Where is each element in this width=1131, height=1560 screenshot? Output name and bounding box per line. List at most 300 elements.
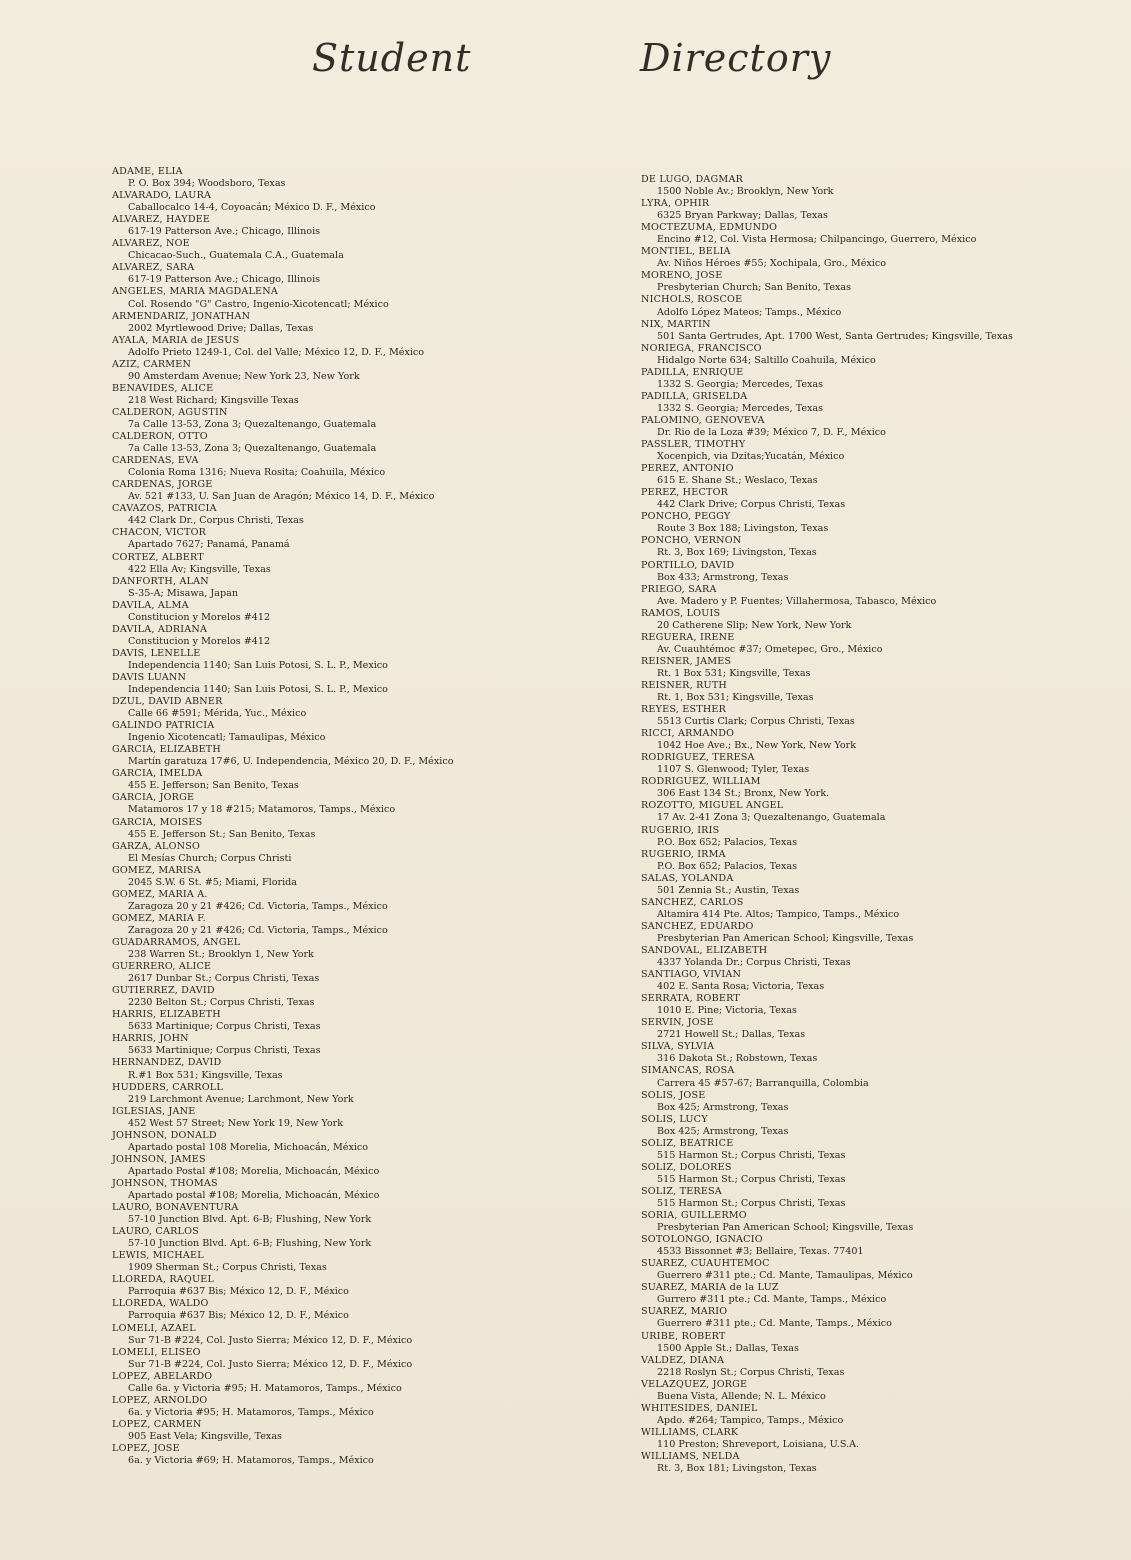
student-name: NIX, MARTIN (641, 318, 711, 330)
directory-entry (641, 1210, 1013, 1234)
directory-entry (112, 262, 453, 286)
student-name: NICHOLS, ROSCOE (641, 294, 743, 306)
student-address: 515 Harmon St.; Corpus Christi, Texas (657, 1149, 846, 1161)
directory-entry (112, 576, 453, 600)
student-name: DAVIS LUANN (112, 671, 187, 683)
directory-entry (641, 560, 1013, 584)
student-name: GARCIA, MOISES (112, 816, 203, 828)
directory-entry (641, 608, 1013, 632)
student-address: Rt. 1, Box 531; Kingsville, Texas (657, 692, 814, 704)
student-name: REISNER, JAMES (641, 655, 732, 667)
student-name: LOMELI, ELISEO (112, 1346, 201, 1358)
student-address: Apdo. #264; Tampico, Tamps., México (657, 1414, 844, 1426)
directory-entry (112, 696, 453, 720)
student-address: 615 E. Shane St.; Weslaco, Texas (657, 475, 818, 487)
student-name: REGUERA, IRENE (641, 631, 735, 643)
student-address: Carrera 45 #57-67; Barranquilla, Colombia (657, 1077, 869, 1089)
directory-entry (641, 1186, 1013, 1210)
student-address: Av. Niños Héroes #55; Xochipala, Gro., México (657, 258, 887, 270)
directory-entry (641, 584, 1013, 608)
directory-entry (641, 294, 1013, 318)
directory-entry (112, 190, 453, 214)
student-address: 402 E. Santa Rosa; Victoria, Texas (657, 981, 825, 993)
student-address: Calle 66 #591; Mérida, Yuc., México (128, 708, 307, 720)
directory-entry (112, 359, 453, 383)
student-name: JOHNSON, THOMAS (112, 1177, 218, 1189)
student-address: 442 Clark Drive; Corpus Christi, Texas (657, 499, 846, 511)
student-address: 6325 Bryan Parkway; Dallas, Texas (657, 210, 828, 222)
student-name: PONCHO, VERNON (641, 535, 742, 547)
student-address: Ingenio Xicotencatl; Tamaulipas, México (128, 732, 326, 744)
student-address: Martín garatuza 17#6, U. Independencia, México 20, D. F., México (128, 756, 454, 768)
student-address: Apartado Postal #108; Morelia, Michoacán, México (128, 1165, 380, 1177)
student-name: LOPEZ, ARNOLDO (112, 1394, 208, 1406)
student-name: GOMEZ, MARIA A. (112, 888, 208, 900)
student-address: 5633 Martinique; Corpus Christi, Texas (128, 1045, 321, 1057)
student-address: Box 425; Armstrong, Texas (657, 1101, 789, 1113)
student-name: LLOREDA, RAQUEL (112, 1274, 215, 1286)
student-address: Av. Cuauhtémoc #37; Ometepec, Gro., México (657, 643, 883, 655)
directory-entry (112, 1395, 453, 1419)
directory-entry (112, 1178, 453, 1202)
student-address: 1042 Hoe Ave.; Bx., New York, New York (657, 740, 857, 752)
directory-entry (641, 415, 1013, 439)
student-name: SUAREZ, MARIA de la LUZ (641, 1282, 779, 1294)
directory-entry (112, 431, 453, 455)
student-address: 2230 Belton St.; Corpus Christi, Texas (128, 997, 315, 1009)
student-name: PRIEGO, SARA (641, 583, 717, 595)
directory-entry (112, 1250, 453, 1274)
directory-entry (112, 383, 453, 407)
directory-entry (112, 865, 453, 889)
directory-entry (641, 1282, 1013, 1306)
directory-entry (112, 841, 453, 865)
student-name: DZUL, DAVID ABNER (112, 696, 223, 708)
student-address: 1107 S. Glenwood; Tyler, Texas (657, 764, 810, 776)
directory-entry (112, 1298, 453, 1322)
student-name: SANCHEZ, CARLOS (641, 896, 744, 908)
directory-entry (112, 817, 453, 841)
student-name: RUGERIO, IRMA (641, 848, 726, 860)
student-address: 306 East 134 St.; Bronx, New York. (657, 788, 830, 800)
student-name: SANCHEZ, EDUARDO (641, 920, 754, 932)
student-address: 2002 Myrtlewood Drive; Dallas, Texas (128, 322, 314, 334)
student-name: PEREZ, HECTOR (641, 487, 729, 499)
student-name: GUADARRAMOS, ANGEL (112, 937, 241, 948)
student-name: SILVA, SYLVIA (641, 1041, 715, 1053)
directory-entry (641, 1234, 1013, 1258)
student-address: 1332 S. Georgia; Mercedes, Texas (657, 378, 824, 390)
directory-entry (641, 656, 1013, 680)
student-address: Box 433; Armstrong, Texas (657, 571, 789, 583)
student-address: Constitucion y Morelos #412 (128, 635, 271, 647)
student-address: 501 Santa Gertrudes, Apt. 1700 West, Santa Gertrudes; Kingsville, Texas (657, 330, 1013, 342)
student-name: LOPEZ, ABELARDO (112, 1370, 213, 1382)
student-address: Chicacao-Such., Guatemala C.A., Guatemala (128, 250, 344, 262)
directory-entry (641, 1041, 1013, 1065)
directory-entry (641, 1331, 1013, 1355)
student-name: CARDENAS, EVA (112, 455, 199, 467)
student-name: RUGERIO, IRIS (641, 824, 720, 836)
student-name: VELAZQUEZ, JORGE (641, 1378, 748, 1390)
student-name: LYRA, OPHIR (641, 198, 710, 210)
student-address: Independencia 1140; San Luis Potosi, S. L. P., Mexico (128, 684, 388, 696)
student-address: Independencia 1140; San Luis Potosi, S. L. P., Mexico (128, 659, 388, 671)
directory-entry (641, 463, 1013, 487)
student-name: CORTEZ, ALBERT (112, 551, 204, 563)
directory-entry (112, 1057, 453, 1081)
student-address: 219 Larchmont Avenue; Larchmont, New York (128, 1093, 354, 1105)
directory-entry (641, 246, 1013, 270)
student-name: GARCIA, ELIZABETH (112, 744, 221, 756)
student-name: LLOREDA, WALDO (112, 1298, 209, 1310)
student-name: WHITESIDES, DANIEL (641, 1402, 758, 1414)
student-name: PEREZ, ANTONIO (641, 463, 734, 475)
directory-entry (112, 1274, 453, 1298)
student-address: 2045 S.W. 6 St. #5; Miami, Florida (128, 876, 298, 888)
student-address: 455 E. Jefferson St.; San Benito, Texas (128, 828, 316, 840)
directory-entry (112, 552, 453, 576)
student-address: Apartado 7627; Panamá, Panamá (128, 539, 290, 551)
student-address: 501 Zennia St.; Austin, Texas (657, 884, 800, 896)
directory-entry (112, 214, 453, 238)
directory-entry (641, 222, 1013, 246)
directory-entry (112, 166, 453, 190)
student-name: JOHNSON, JAMES (112, 1153, 206, 1165)
student-address: Ave. Madero y P. Fuentes; Villahermosa, Tabasco, México (657, 595, 937, 607)
student-address: Sur 71-B #224, Col. Justo Sierra; México 12, D. F., México (128, 1358, 413, 1370)
student-name: MOCTEZUMA, EDMUNDO (641, 222, 778, 234)
directory-entry (641, 198, 1013, 222)
student-address: 6a. y Victoria #95; H. Matamoros, Tamps., México (128, 1406, 374, 1418)
student-address: Colonia Roma 1316; Nueva Rosita; Coahuila, México (128, 467, 386, 479)
student-address: Adolfo López Mateos; Tamps., México (657, 306, 842, 318)
directory-entry (641, 849, 1013, 873)
student-name: MONTIEL, BELIA (641, 246, 731, 258)
student-address: 617-19 Patterson Ave.; Chicago, Illinois (128, 274, 321, 286)
student-name: DAVILA, ALMA (112, 599, 189, 611)
directory-entry (641, 535, 1013, 559)
student-address: P.O. Box 652; Palacios, Texas (657, 836, 797, 848)
directory-entry (641, 728, 1013, 752)
directory-entry (641, 1162, 1013, 1186)
directory-entry (112, 961, 453, 985)
directory-entry (641, 1138, 1013, 1162)
student-address: Adolfo Prieto 1249-1, Col. del Valle; México 12, D. F., México (128, 346, 425, 358)
directory-entry (641, 1017, 1013, 1041)
student-name: HERNANDEZ, DAVID (112, 1057, 222, 1069)
student-address: 7a Calle 13-53, Zona 3; Quezaltenango, Guatemala (128, 443, 377, 455)
student-name: HARRIS, JOHN (112, 1033, 189, 1045)
directory-entry (641, 1090, 1013, 1114)
directory-entry (112, 527, 453, 551)
directory-entry (112, 672, 453, 696)
directory-entry (641, 1379, 1013, 1403)
directory-entry (641, 873, 1013, 897)
directory-entry (112, 1202, 453, 1226)
student-name: DAVILA, ADRIANA (112, 623, 208, 635)
student-name: DE LUGO, DAGMAR (641, 174, 744, 185)
directory-entry (641, 776, 1013, 800)
student-address: 110 Preston; Shreveport, Loisiana, U.S.A. (657, 1438, 860, 1450)
student-name: HUDDERS, CARROLL (112, 1081, 223, 1093)
student-address: 2218 Roslyn St.; Corpus Christi, Texas (657, 1366, 845, 1378)
directory-entry (641, 1427, 1013, 1451)
student-name: SOLIZ, DOLORES (641, 1161, 732, 1173)
student-address: Zaragoza 20 y 21 #426; Cd. Victoria, Tamps., México (128, 924, 388, 936)
directory-entry (641, 969, 1013, 993)
student-address: Rt. 3, Box 169; Livingston, Texas (657, 547, 817, 559)
student-name: IGLESIAS, JANE (112, 1105, 196, 1117)
student-name: SANTIAGO, VIVIAN (641, 969, 742, 981)
student-address: P. O. Box 394; Woodsboro, Texas (128, 178, 286, 190)
student-name: ADAME, ELIA (112, 166, 183, 177)
student-name: LAURO, CARLOS (112, 1226, 199, 1238)
student-name: RICCI, ARMANDO (641, 728, 735, 740)
directory-entry (641, 1065, 1013, 1089)
directory-entry (641, 1355, 1013, 1379)
student-address: Caballocalco 14-4, Coyoacán; México D. F., México (128, 202, 376, 214)
directory-entry (112, 1009, 453, 1033)
student-address: 7a Calle 13-53, Zona 3; Quezaltenango, Guatemala (128, 418, 377, 430)
student-name: CHACON, VICTOR (112, 527, 207, 539)
student-name: LOPEZ, JOSE (112, 1442, 180, 1454)
student-name: URIBE, ROBERT (641, 1330, 726, 1342)
student-address: Box 425; Armstrong, Texas (657, 1125, 789, 1137)
student-address: 515 Harmon St.; Corpus Christi, Texas (657, 1197, 846, 1209)
student-name: SUAREZ, CUAUHTEMOC (641, 1258, 770, 1270)
student-name: PASSLER, TIMOTHY (641, 439, 746, 451)
directory-entry (112, 1226, 453, 1250)
student-name: ALVAREZ, SARA (112, 262, 195, 274)
student-address: Encino #12, Col. Vista Hermosa; Chilpancingo, Guerrero, México (657, 234, 977, 246)
student-name: REISNER, RUTH (641, 679, 727, 691)
student-address: 455 E. Jefferson; San Benito, Texas (128, 780, 299, 792)
student-name: DAVIS, LENELLE (112, 647, 201, 659)
directory-entry (641, 1306, 1013, 1330)
student-name: PORTILLO, DAVID (641, 559, 735, 571)
student-name: BENAVIDES, ALICE (112, 382, 214, 394)
directory-entry (112, 744, 453, 768)
directory-entry (112, 1082, 453, 1106)
student-name: GALINDO PATRICIA (112, 720, 215, 732)
student-address: 1909 Sherman St.; Corpus Christi, Texas (128, 1262, 327, 1274)
directory-entry (641, 511, 1013, 535)
student-address: Route 3 Box 188; Livingston, Texas (657, 523, 829, 535)
directory-entry (112, 937, 453, 961)
directory-entry (641, 343, 1013, 367)
student-name: SOLIS, LUCY (641, 1113, 708, 1125)
directory-entry (641, 174, 1013, 198)
left-directory-column (112, 166, 453, 1467)
title-directory: Directory (640, 36, 832, 80)
directory-entry (112, 503, 453, 527)
student-address: 1500 Apple St.; Dallas, Texas (657, 1342, 799, 1354)
student-name: AZIZ, CARMEN (112, 358, 192, 370)
directory-entry (641, 1403, 1013, 1427)
directory-entry (641, 270, 1013, 294)
student-address: Zaragoza 20 y 21 #426; Cd. Victoria, Tamps., México (128, 900, 388, 912)
student-address: Presbyterian Pan American School; Kingsville, Texas (657, 1222, 914, 1234)
student-address: Constitucion y Morelos #412 (128, 611, 271, 623)
directory-entry (112, 286, 453, 310)
directory-entry (641, 367, 1013, 391)
directory-entry (112, 913, 453, 937)
directory-entry (112, 889, 453, 913)
student-name: GARZA, ALONSO (112, 840, 201, 852)
student-address: Col. Rosendo "G" Castro, Ingenio-Xicotencatl; México (128, 298, 389, 310)
student-name: LOPEZ, CARMEN (112, 1418, 202, 1430)
student-name: SOLIZ, BEATRICE (641, 1137, 734, 1149)
student-name: VALDEZ, DIANA (641, 1354, 725, 1366)
directory-entry (641, 1114, 1013, 1138)
directory-entry (641, 825, 1013, 849)
student-name: PADILLA, GRISELDA (641, 390, 748, 402)
student-address: 515 Harmon St.; Corpus Christi, Texas (657, 1173, 846, 1185)
student-name: SERRATA, ROBERT (641, 993, 740, 1005)
directory-entry (112, 455, 453, 479)
student-address: Rt. 1 Box 531; Kingsville, Texas (657, 667, 811, 679)
directory-entry (112, 1106, 453, 1130)
directory-entry (641, 945, 1013, 969)
student-address: 57-10 Junction Blvd. Apt. 6-B; Flushing, New York (128, 1238, 372, 1250)
student-name: SOLIZ, TERESA (641, 1185, 722, 1197)
directory-entry (112, 1154, 453, 1178)
student-name: LAURO, BONAVENTURA (112, 1202, 239, 1214)
student-address: 6a. y Victoria #69; H. Matamoros, Tamps., México (128, 1455, 374, 1467)
directory-entry (112, 311, 453, 335)
student-address: Guerrero #311 pte.; Cd. Mante, Tamps., México (657, 1318, 892, 1330)
directory-entry (112, 1033, 453, 1057)
student-address: Presbyterian Church; San Benito, Texas (657, 282, 852, 294)
directory-entry (112, 1371, 453, 1395)
directory-entry (112, 768, 453, 792)
student-address: Av. 521 #133, U. San Juan de Aragón; México 14, D. F., México (128, 491, 435, 503)
student-address: Hidalgo Norte 634; Saltillo Coahuila, México (657, 354, 876, 366)
student-name: SANDOVAL, ELIZABETH (641, 945, 768, 956)
student-name: GOMEZ, MARISA (112, 864, 201, 876)
directory-entry (641, 752, 1013, 776)
student-address: 5633 Martinique; Corpus Christi, Texas (128, 1021, 321, 1033)
student-name: GARCIA, IMELDA (112, 768, 203, 780)
student-address: 442 Clark Dr., Corpus Christi, Texas (128, 515, 304, 527)
student-address: 905 East Vela; Kingsville, Texas (128, 1430, 282, 1442)
student-address: Buena Vista, Allende; N. L. México (657, 1390, 826, 1402)
student-address: 4337 Yolanda Dr.; Corpus Christi, Texas (657, 957, 851, 969)
student-name: LEWIS, MICHAEL (112, 1250, 204, 1262)
directory-entry (641, 319, 1013, 343)
directory-entry (641, 1258, 1013, 1282)
student-address: 452 West 57 Street; New York 19, New York (128, 1117, 344, 1129)
student-address: Matamoros 17 y 18 #215; Matamoros, Tamps., México (128, 804, 396, 816)
student-name: WILLIAMS, NELDA (641, 1450, 740, 1462)
student-address: Guerrero #311 pte.; Cd. Mante, Tamaulipas, México (657, 1270, 913, 1282)
title-student: Student (312, 36, 472, 80)
student-name: SALAS, YOLANDA (641, 872, 734, 884)
student-name: GUTIERREZ, DAVID (112, 985, 215, 997)
directory-entry (112, 720, 453, 744)
directory-entry (112, 238, 453, 262)
directory-entry (641, 391, 1013, 415)
student-name: LOMELI, AZAEL (112, 1322, 196, 1334)
student-address: Parroquia #637 Bis; México 12, D. F., México (128, 1310, 349, 1322)
student-address: 422 Ella Av; Kingsville, Texas (128, 563, 271, 575)
directory-entry (641, 704, 1013, 728)
directory-entry (641, 800, 1013, 824)
student-address: 4533 Bissonnet #3; Bellaire, Texas. 77401 (657, 1246, 864, 1258)
directory-entry (641, 632, 1013, 656)
directory-entry (641, 1451, 1013, 1475)
directory-entry (112, 407, 453, 431)
student-name: SUAREZ, MARIO (641, 1306, 728, 1318)
student-name: SOLIS, JOSE (641, 1089, 706, 1101)
student-address: 218 West Richard; Kingsville Texas (128, 394, 299, 406)
student-address: 5513 Curtis Clark; Corpus Christi, Texas (657, 716, 855, 728)
student-name: ARMENDARIZ, JONATHAN (112, 310, 251, 322)
student-address: Sur 71-B #224, Col. Justo Sierra; México 12, D. F., México (128, 1334, 413, 1346)
student-address: Gurrero #311 pte.; Cd. Mante, Tamps., México (657, 1294, 887, 1306)
student-name: CALDERON, OTTO (112, 431, 208, 443)
student-name: WILLIAMS, CLARK (641, 1426, 739, 1438)
directory-entry (641, 680, 1013, 704)
student-address: El Mesías Church; Corpus Christi (128, 852, 292, 864)
directory-entry (112, 600, 453, 624)
directory-entry (112, 1443, 453, 1467)
directory-entry (112, 1419, 453, 1443)
directory-entry (641, 921, 1013, 945)
student-address: 90 Amsterdam Avenue; New York 23, New York (128, 370, 360, 382)
student-name: RODRIGUEZ, WILLIAM (641, 776, 761, 788)
student-address: Xocenpich, via Dzitas;Yucatán, México (657, 451, 845, 463)
directory-entry (112, 792, 453, 816)
student-address: Apartado postal #108; Morelia, Michoacán, México (128, 1189, 380, 1201)
student-address: 617-19 Patterson Ave.; Chicago, Illinois (128, 226, 321, 238)
student-address: 316 Dakota St.; Robstown, Texas (657, 1053, 818, 1065)
directory-entry (112, 985, 453, 1009)
student-name: PALOMINO, GENOVEVA (641, 414, 765, 426)
student-name: ALVAREZ, HAYDEE (112, 214, 211, 226)
student-name: ALVARADO, LAURA (112, 190, 212, 202)
right-directory-column (641, 174, 1013, 1475)
student-address: Apartado postal 108 Morelia, Michoacán, México (128, 1141, 369, 1153)
student-name: RODRIGUEZ, TERESA (641, 752, 755, 764)
student-name: GARCIA, JORGE (112, 792, 195, 804)
student-name: CARDENAS, JORGE (112, 479, 213, 491)
directory-entry (112, 1347, 453, 1371)
directory-entry (641, 897, 1013, 921)
directory-entry (112, 648, 453, 672)
directory-entry (112, 1323, 453, 1347)
student-address: 2617 Dunbar St.; Corpus Christi, Texas (128, 973, 320, 985)
student-address: Presbyterian Pan American School; Kingsville, Texas (657, 932, 914, 944)
student-name: ALVAREZ, NOE (112, 238, 190, 250)
directory-entry (641, 439, 1013, 463)
student-name: PONCHO, PEGGY (641, 511, 731, 523)
student-name: SIMANCAS, ROSA (641, 1065, 735, 1077)
student-address: S-35-A; Misawa, Japan (128, 587, 238, 599)
student-name: JOHNSON, DONALD (112, 1129, 217, 1141)
student-name: SORIA, GUILLERMO (641, 1210, 747, 1222)
student-name: DANFORTH, ALAN (112, 575, 209, 587)
student-address: 238 Warren St.; Brooklyn 1, New York (128, 949, 314, 961)
student-name: ROZOTTO, MIGUEL ANGEL (641, 800, 784, 812)
student-address: Altamira 414 Pte. Altos; Tampico, Tamps., México (657, 908, 900, 920)
directory-entry (641, 487, 1013, 511)
student-name: CALDERON, AGUSTIN (112, 406, 228, 418)
student-address: Parroquia #637 Bis; México 12, D. F., México (128, 1286, 349, 1298)
student-address: 17 Av. 2-41 Zona 3; Quezaltenango, Guatemala (657, 812, 886, 824)
student-name: MORENO, JOSE (641, 270, 723, 282)
